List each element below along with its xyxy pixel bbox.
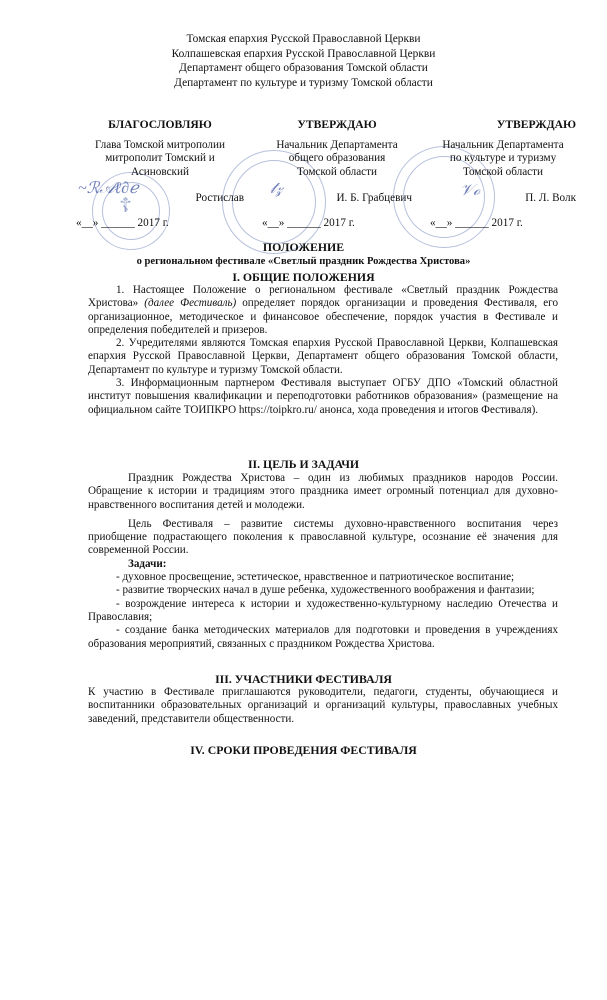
- blessing-block: [76, 118, 244, 231]
- blessing-date: «__» ______ 2017 г.: [76, 216, 169, 229]
- task-item-1: - духовное просвещение, эстетическое, нравственное и патриотическое воспитание;: [116, 571, 515, 584]
- section-1-paragraph-3: 3. Информационным партнером Фестиваля выступает ОГБУ ДПО «Томский областной институт повышения квалификации и переподготовки работников образования» (размещение на официальном сайте ТОИПКРО https://toipkro.ru/ анонса, хода проведения и итогов Фестиваля).: [88, 377, 558, 416]
- approval-culture-title: УТВЕРЖДАЮ: [496, 118, 576, 131]
- grabtsevich-signature: 𝓉𝓏: [270, 180, 283, 197]
- blessing-signer-name: Ростислав: [195, 192, 244, 205]
- approval-education-title: УТВЕРЖДАЮ: [297, 118, 377, 131]
- blessing-position-line-2: митрополит Томский и: [105, 152, 215, 165]
- approval-education-signer-name: И. Б. Грабцевич: [336, 192, 412, 205]
- blessing-position-line-3: Асиновский: [131, 165, 189, 178]
- tasks-label: Задачи:: [128, 557, 167, 570]
- approval-education-date: «__» ______ 2017 г.: [262, 216, 355, 229]
- approval-culture-position-line-2: по культуре и туризму: [449, 152, 557, 165]
- task-item-3: - возрождение интереса к истории и художественно-культурному наследию Отечества и Православия;: [88, 597, 558, 623]
- metropolitan-signature: ~ℛ𝒜ℓ∂ℯ: [78, 180, 139, 197]
- section-1-paragraph-2: 2. Учредителями являются Томская епархия Русской Православной Церкви, Колпашевская епархия Русской Православной Церкви, Департамент общего образования Томской области, Департамент по культуре и туризму Томской области.: [88, 337, 558, 376]
- document-subtitle: о региональном фестивале «Светлый праздник Рождества Христова»: [136, 256, 471, 267]
- approval-culture-position-line-1: Начальник Департамента: [442, 138, 564, 151]
- section-3-body: [88, 686, 558, 726]
- festival-abbreviation-note: (далее Фестиваль): [144, 297, 237, 310]
- section-4-heading: IV. СРОКИ ПРОВЕДЕНИЯ ФЕСТИВАЛЯ: [190, 743, 417, 757]
- header-line-4: Департамент по культуре и туризму Томской области: [174, 76, 433, 89]
- header-line-1: Томская епархия Русской Православной Церкви: [186, 33, 421, 45]
- task-item-2: - развитие творческих начал в душе ребенка, художественного воображения и фантазии;: [116, 584, 535, 597]
- section-1-body: [88, 284, 558, 417]
- section-1-heading: I. ОБЩИЕ ПОЛОЖЕНИЯ: [232, 270, 375, 284]
- section-2-paragraph-1: Праздник Рождества Христова – один из любимых праздников народов России. Обращение к истории и традициям этого праздника имеет огромный потенциал для духовно-нравственного воспитания детей и молодежи.: [88, 472, 558, 511]
- approval-culture-position-line-3: Томской области: [462, 165, 544, 178]
- section-2-heading: II. ЦЕЛЬ И ЗАДАЧИ: [247, 457, 360, 471]
- volk-signature: 𝒱ℴ: [460, 182, 481, 199]
- blessing-title: БЛАГОСЛОВЛЯЮ: [108, 118, 212, 131]
- approval-culture-date: «__» ______ 2017 г.: [430, 216, 523, 229]
- approval-education-position-line-1: Начальник Департамента: [276, 138, 398, 151]
- section-1-paragraph-1: 1. Настоящее Положение о региональном фестивале «Светлый праздник Рождества Христова» (далее Фестиваль) определяет порядок организации и проведения Фестиваля, его организационное, методическое и финансовое обеспечение, порядок участия в Фестивале и определения победителей и призеров.: [88, 284, 558, 336]
- header-line-3: Департамент общего образования Томской области: [179, 62, 428, 74]
- document-header: [0, 32, 607, 90]
- approval-education-position-line-3: Томской области: [296, 165, 378, 178]
- section-3-heading: III. УЧАСТНИКИ ФЕСТИВАЛЯ: [215, 672, 392, 686]
- task-item-4: - создание банка методических материалов для подготовки и проведения в учреждениях образования мероприятий, связанных с праздником Рождества Христова.: [88, 624, 558, 650]
- section-2-paragraph-2: Цель Фестиваля – развитие системы духовно-нравственного воспитания через приобщение подрастающего поколения к православной культуре, осознание её значения для современной России.: [88, 517, 558, 557]
- orthodox-cross-icon: ☦: [119, 195, 132, 217]
- header-line-2: Колпашевская епархия Русской Православной Церкви: [171, 47, 436, 60]
- document-title: ПОЛОЖЕНИЕ: [262, 240, 345, 254]
- approval-culture-signer-name: П. Л. Волк: [525, 192, 576, 205]
- approval-block-culture: [430, 118, 576, 231]
- section-3-paragraph-1: К участию в Фестивале приглашаются руководители, педагоги, студенты, обучающиеся и воспитанники образовательных организаций и организаций культуры, православных учебных заведений, представители общественности.: [88, 686, 558, 725]
- approval-block-education: [262, 118, 412, 231]
- section-2-body: [88, 472, 558, 651]
- blessing-position-line-1: Глава Томской митрополии: [94, 138, 225, 151]
- approval-education-position-line-2: общего образования: [288, 152, 386, 165]
